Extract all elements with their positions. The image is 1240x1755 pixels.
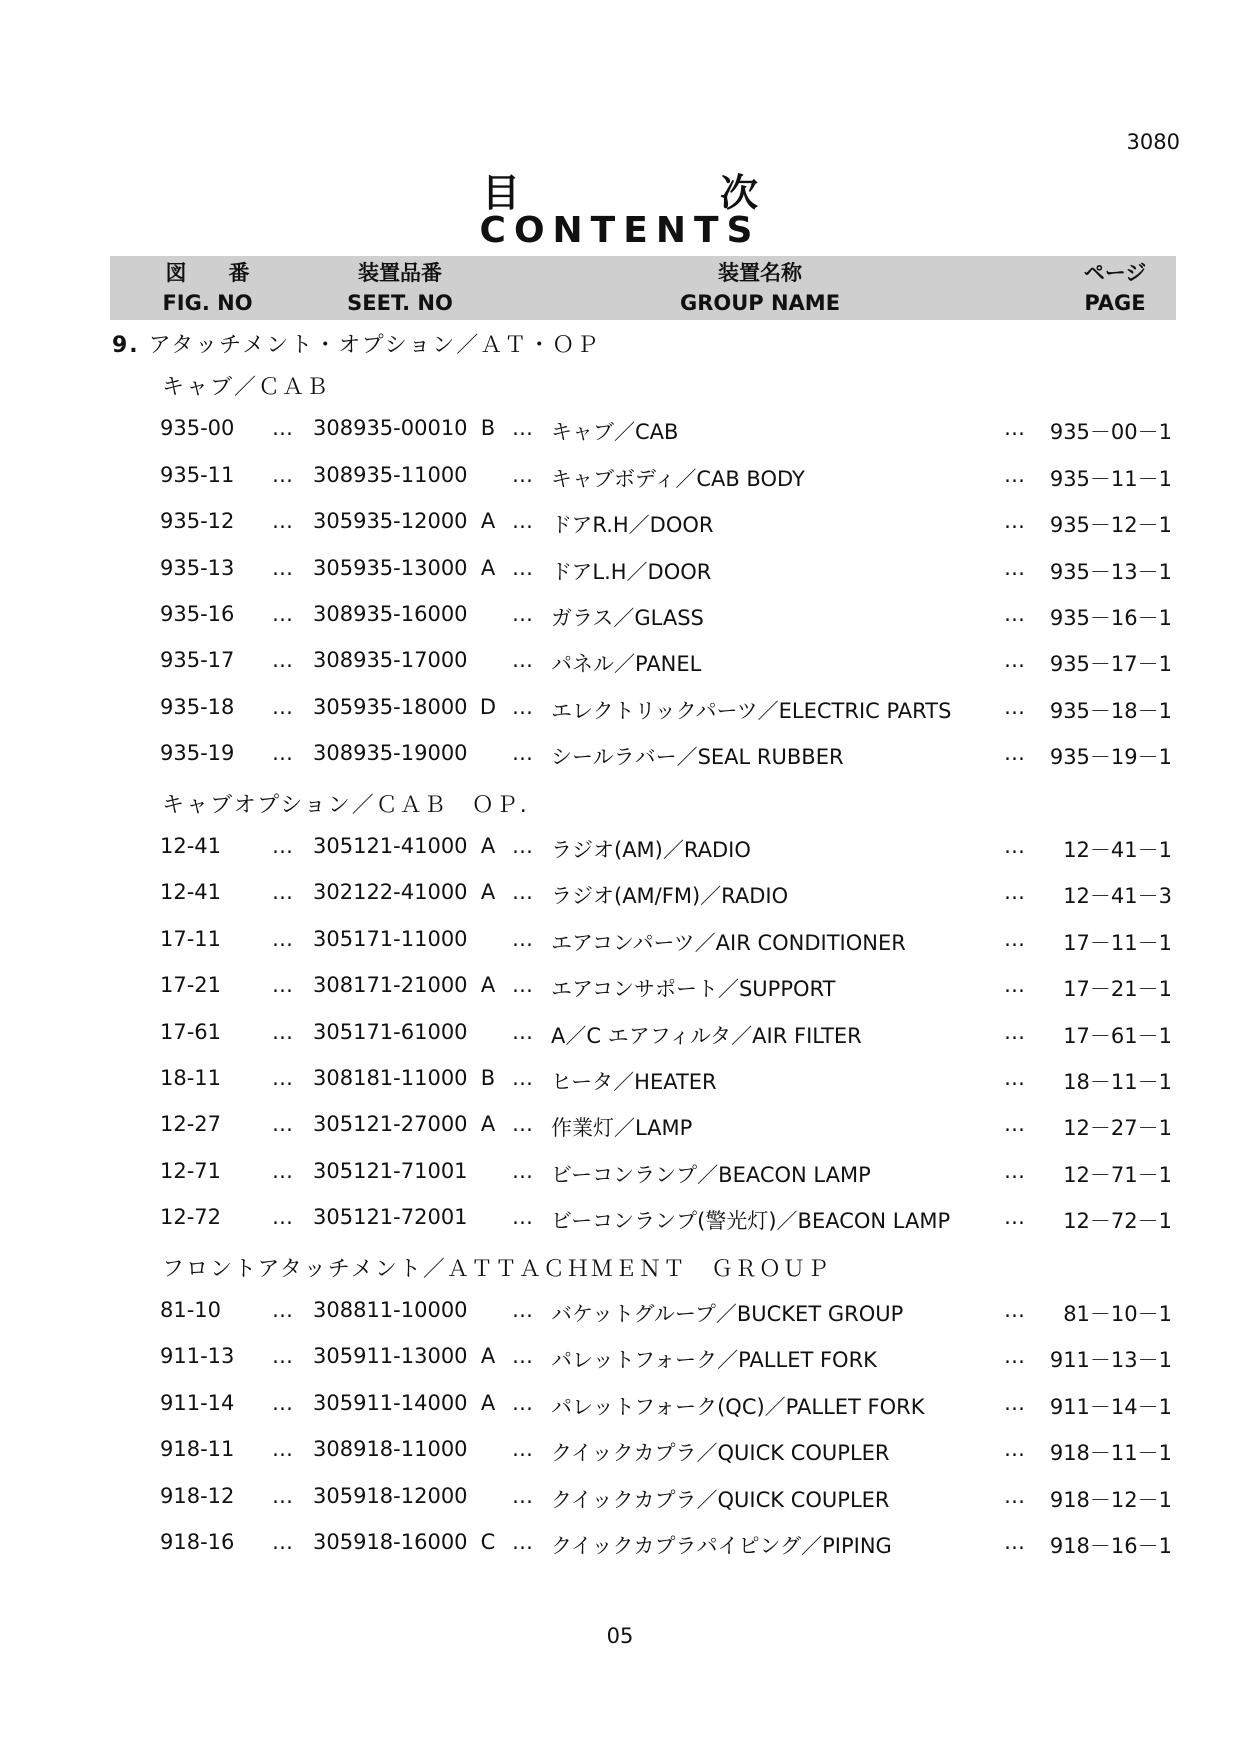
contents-row: [0, 927, 1240, 967]
leader-dots: …: [512, 834, 533, 858]
contents-row: [0, 1437, 1240, 1477]
fig-no: 935-19: [160, 741, 235, 765]
leader-dots: …: [512, 602, 533, 626]
fig-no: 918-11: [160, 1437, 235, 1461]
leader-dots: …: [272, 880, 293, 904]
seet-no: 308935-11000: [313, 463, 468, 487]
group-name: A／C エアフィルタ／AIR FILTER: [551, 1024, 862, 1048]
fig-no: 935-16: [160, 602, 235, 626]
page-ref: 935－00－1: [1049, 420, 1172, 444]
leader-dots: …: [1004, 416, 1025, 440]
leader-dots: …: [1004, 695, 1025, 719]
group-name: クイックカプラ／QUICK COUPLER: [551, 1488, 890, 1512]
leader-dots: …: [512, 1112, 533, 1136]
leader-dots: …: [272, 1344, 293, 1368]
seet-no: 305171-11000: [313, 927, 468, 951]
leader-dots: …: [512, 556, 533, 580]
group-name: キャブ／CAB: [551, 420, 679, 444]
page-ref: 911－14－1: [1049, 1395, 1172, 1419]
contents-row: [0, 509, 1240, 549]
seet-no: 308935-17000: [313, 648, 468, 672]
page-ref: 81－10－1: [1063, 1302, 1172, 1326]
group-name: バケットグループ／BUCKET GROUP: [551, 1302, 904, 1326]
group-name: ビーコンランプ／BEACON LAMP: [551, 1163, 871, 1187]
page-ref: 12－72－1: [1063, 1209, 1172, 1233]
leader-dots: …: [272, 741, 293, 765]
seet-no: 308918-11000: [313, 1437, 468, 1461]
group-name: パレットフォーク(QC)／PALLET FORK: [551, 1395, 925, 1419]
fig-no: 12-71: [160, 1159, 222, 1183]
group-name: ラジオ(AM)／RADIO: [551, 838, 751, 862]
seet-no: 305911-14000: [313, 1391, 468, 1415]
contents-row: [0, 834, 1240, 874]
fig-no: 17-61: [160, 1020, 222, 1044]
fig-no: 935-11: [160, 463, 235, 487]
fig-no: 918-12: [160, 1484, 235, 1508]
leader-dots: …: [512, 1205, 533, 1229]
leader-dots: …: [512, 1066, 533, 1090]
leader-dots: …: [512, 973, 533, 997]
group-name: ヒータ／HEATER: [551, 1070, 717, 1094]
header-group-jp: 装置名称: [718, 261, 802, 285]
leader-dots: …: [272, 602, 293, 626]
fig-no: 935-00: [160, 416, 235, 440]
seet-no: 305918-16000: [313, 1530, 468, 1554]
fig-no: 12-27: [160, 1112, 222, 1136]
leader-dots: …: [1004, 927, 1025, 951]
group-name: ラジオ(AM/FM)／RADIO: [551, 884, 789, 908]
leader-dots: …: [272, 1530, 293, 1554]
title-jp-left: 目: [481, 171, 520, 215]
fig-no: 935-18: [160, 695, 235, 719]
group-name: エアコンパーツ／AIR CONDITIONER: [551, 931, 906, 955]
contents-row: [0, 1112, 1240, 1152]
revision-letter: C: [480, 1530, 496, 1554]
leader-dots: …: [512, 880, 533, 904]
group-name: パネル／PANEL: [551, 652, 702, 676]
page-ref: 17－61－1: [1063, 1024, 1172, 1048]
leader-dots: …: [1004, 602, 1025, 626]
leader-dots: …: [1004, 834, 1025, 858]
contents-row: [0, 648, 1240, 688]
contents-row: [0, 1066, 1240, 1106]
revision-letter: A: [480, 973, 496, 997]
header-fig-en: FIG. NO: [162, 291, 253, 315]
group-name: クイックカプラ／QUICK COUPLER: [551, 1441, 890, 1465]
seet-no: 308181-11000: [313, 1066, 468, 1090]
leader-dots: …: [512, 648, 533, 672]
leader-dots: …: [512, 1391, 533, 1415]
group-name: キャブボディ／CAB BODY: [551, 467, 805, 491]
page-ref: 935－12－1: [1049, 513, 1172, 537]
revision-letter: A: [480, 1391, 496, 1415]
doc-number: 3080: [1126, 130, 1180, 154]
title-jp-right: 次: [720, 171, 759, 215]
seet-no: 305935-18000: [313, 695, 468, 719]
header-fig: [110, 258, 305, 318]
leader-dots: …: [512, 741, 533, 765]
leader-dots: …: [1004, 1159, 1025, 1183]
page-ref: 17－11－1: [1063, 931, 1172, 955]
section-number: 9.: [112, 333, 140, 358]
header-seet-jp: 装置品番: [358, 261, 442, 285]
page-ref: 918－11－1: [1049, 1441, 1172, 1465]
group-name: エアコンサポート／SUPPORT: [551, 977, 836, 1001]
contents-row: [0, 741, 1240, 781]
group-name: ドアR.H／DOOR: [551, 513, 714, 537]
seet-no: 308935-16000: [313, 602, 468, 626]
seet-no: 305935-13000: [313, 556, 468, 580]
contents-row: [0, 1205, 1240, 1245]
leader-dots: …: [512, 509, 533, 533]
revision-letter: D: [479, 695, 497, 719]
leader-dots: …: [1004, 880, 1025, 904]
page-ref: 935－16－1: [1049, 606, 1172, 630]
seet-no: 308935-19000: [313, 741, 468, 765]
revision-letter: A: [480, 556, 496, 580]
page-ref: 935－19－1: [1049, 745, 1172, 769]
leader-dots: …: [272, 973, 293, 997]
leader-dots: …: [272, 416, 293, 440]
leader-dots: …: [1004, 556, 1025, 580]
subsection-heading: [0, 1252, 1240, 1292]
revision-letter: A: [480, 880, 496, 904]
leader-dots: …: [1004, 973, 1025, 997]
leader-dots: …: [512, 1484, 533, 1508]
leader-dots: …: [1004, 648, 1025, 672]
leader-dots: …: [1004, 1298, 1025, 1322]
subsection-title: キャブ／ＣＡＢ: [162, 375, 331, 400]
leader-dots: …: [272, 834, 293, 858]
leader-dots: …: [272, 695, 293, 719]
leader-dots: …: [272, 509, 293, 533]
contents-row: [0, 416, 1240, 456]
section-name: アタッチメント・オプション／ＡＴ・ＯＰ: [148, 333, 601, 358]
page-ref: 12－27－1: [1063, 1116, 1172, 1140]
revision-letter: B: [480, 1066, 496, 1090]
leader-dots: …: [512, 1344, 533, 1368]
leader-dots: …: [272, 1020, 293, 1044]
leader-dots: …: [512, 1530, 533, 1554]
group-name: ガラス／GLASS: [551, 606, 704, 630]
revision-letter: A: [480, 834, 496, 858]
page-ref: 18－11－1: [1063, 1070, 1172, 1094]
group-name: クイックカプラパイピング／PIPING: [551, 1534, 892, 1558]
leader-dots: …: [512, 927, 533, 951]
seet-no: 308171-21000: [313, 973, 468, 997]
leader-dots: …: [272, 1066, 293, 1090]
leader-dots: …: [1004, 509, 1025, 533]
group-name: シールラバー／SEAL RUBBER: [551, 745, 844, 769]
fig-no: 935-17: [160, 648, 235, 672]
seet-no: 305918-12000: [313, 1484, 468, 1508]
leader-dots: …: [272, 1391, 293, 1415]
page-ref: 911－13－1: [1049, 1348, 1172, 1372]
page-ref: 12－41－3: [1063, 884, 1172, 908]
leader-dots: …: [1004, 1205, 1025, 1229]
revision-letter: A: [480, 1344, 496, 1368]
fig-no: 12-41: [160, 880, 222, 904]
contents-row: [0, 556, 1240, 596]
leader-dots: …: [512, 1159, 533, 1183]
fig-no: 935-13: [160, 556, 235, 580]
leader-dots: …: [272, 648, 293, 672]
leader-dots: …: [272, 1205, 293, 1229]
contents-row: [0, 695, 1240, 735]
seet-no: 305121-27000: [313, 1112, 468, 1136]
seet-no: 305911-13000: [313, 1344, 468, 1368]
leader-dots: …: [272, 1159, 293, 1183]
revision-letter: B: [480, 416, 496, 440]
seet-no: 305121-71001: [313, 1159, 468, 1183]
column-header-band: [110, 256, 1176, 320]
page-title-en: CONTENTS: [479, 210, 761, 251]
fig-no: 18-11: [160, 1066, 222, 1090]
leader-dots: …: [512, 1298, 533, 1322]
fig-no: 935-12: [160, 509, 235, 533]
fig-no: 918-16: [160, 1530, 235, 1554]
header-group: [610, 258, 910, 318]
contents-row: [0, 1298, 1240, 1338]
leader-dots: …: [1004, 1020, 1025, 1044]
page-ref: 12－41－1: [1063, 838, 1172, 862]
page-number: 05: [606, 1624, 634, 1648]
fig-no: 81-10: [160, 1298, 222, 1322]
page-ref: 12－71－1: [1063, 1163, 1172, 1187]
seet-no: 305171-61000: [313, 1020, 468, 1044]
seet-no: 305121-72001: [313, 1205, 468, 1229]
seet-no: 305121-41000: [313, 834, 468, 858]
page-ref: 918－16－1: [1049, 1534, 1172, 1558]
seet-no: 302122-41000: [313, 880, 468, 904]
fig-no: 12-41: [160, 834, 222, 858]
subsection-heading: [0, 370, 1240, 410]
leader-dots: …: [272, 1112, 293, 1136]
leader-dots: …: [1004, 1344, 1025, 1368]
header-page-jp: ページ: [1083, 261, 1147, 285]
group-name: ビーコンランプ(警光灯)／BEACON LAMP: [551, 1209, 951, 1233]
leader-dots: …: [272, 1298, 293, 1322]
leader-dots: …: [512, 1020, 533, 1044]
revision-letter: A: [480, 1112, 496, 1136]
subsection-heading: [0, 788, 1240, 828]
leader-dots: …: [512, 1437, 533, 1461]
section-title: [112, 328, 600, 359]
subsection-title: フロントアタッチメント／ＡＴＴＡＣＨＭＥＮＴ ＧＲＯＵＰ: [162, 1257, 831, 1282]
fig-no: 12-72: [160, 1205, 222, 1229]
page-ref: 935－11－1: [1049, 467, 1172, 491]
header-seet-en: SEET. NO: [347, 291, 453, 315]
contents-row: [0, 1391, 1240, 1431]
page-ref: 17－21－1: [1063, 977, 1172, 1001]
leader-dots: …: [1004, 741, 1025, 765]
leader-dots: …: [1004, 1437, 1025, 1461]
group-name: 作業灯／LAMP: [551, 1116, 693, 1140]
leader-dots: …: [272, 556, 293, 580]
page-ref: 935－13－1: [1049, 560, 1172, 584]
leader-dots: …: [272, 1484, 293, 1508]
contents-row: [0, 973, 1240, 1013]
fig-no: 17-21: [160, 973, 222, 997]
header-seet: [300, 258, 500, 318]
header-page: [1040, 258, 1190, 318]
header-page-en: PAGE: [1084, 291, 1146, 315]
leader-dots: …: [1004, 1530, 1025, 1554]
contents-row: [0, 880, 1240, 920]
header-group-en: GROUP NAME: [679, 291, 841, 315]
leader-dots: …: [272, 463, 293, 487]
group-name: エレクトリックパーツ／ELECTRIC PARTS: [551, 699, 952, 723]
leader-dots: …: [1004, 1484, 1025, 1508]
contents-row: [0, 1020, 1240, 1060]
seet-no: 308935-00010: [313, 416, 468, 440]
fig-no: 911-14: [160, 1391, 235, 1415]
fig-no: 17-11: [160, 927, 222, 951]
contents-row: [0, 1530, 1240, 1570]
leader-dots: …: [1004, 1391, 1025, 1415]
contents-row: [0, 1159, 1240, 1199]
contents-row: [0, 1484, 1240, 1524]
leader-dots: …: [272, 1437, 293, 1461]
fig-no: 911-13: [160, 1344, 235, 1368]
leader-dots: …: [512, 695, 533, 719]
page-title-jp: [0, 162, 1240, 217]
page-ref: 918－12－1: [1049, 1488, 1172, 1512]
leader-dots: …: [512, 463, 533, 487]
group-name: ドアL.H／DOOR: [551, 560, 712, 584]
page-ref: 935－17－1: [1049, 652, 1172, 676]
leader-dots: …: [1004, 463, 1025, 487]
page-ref: 935－18－1: [1049, 699, 1172, 723]
contents-row: [0, 1344, 1240, 1384]
subsection-title: キャブオプション／ＣＡＢ ＯＰ.: [162, 793, 529, 818]
leader-dots: …: [1004, 1112, 1025, 1136]
contents-row: [0, 463, 1240, 503]
leader-dots: …: [512, 416, 533, 440]
leader-dots: …: [272, 927, 293, 951]
header-fig-jp: 図 番: [165, 261, 250, 285]
leader-dots: …: [1004, 1066, 1025, 1090]
seet-no: 308811-10000: [313, 1298, 468, 1322]
contents-row: [0, 602, 1240, 642]
seet-no: 305935-12000: [313, 509, 468, 533]
group-name: パレットフォーク／PALLET FORK: [551, 1348, 877, 1372]
revision-letter: A: [480, 509, 496, 533]
